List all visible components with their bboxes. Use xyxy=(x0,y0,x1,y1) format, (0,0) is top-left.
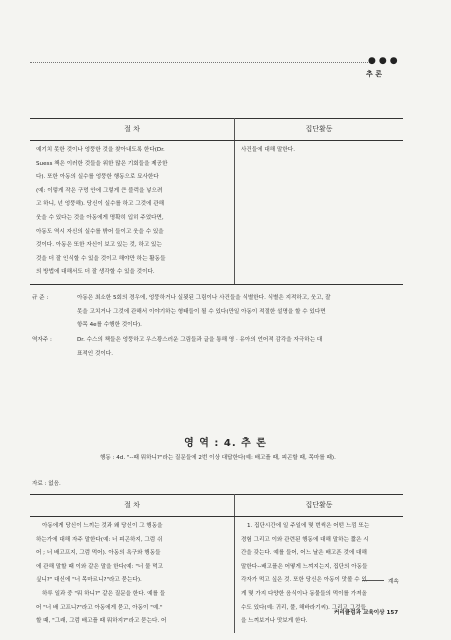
column-header-group-activity: 집단활동 xyxy=(235,495,404,517)
translator-note xyxy=(32,334,432,362)
text-line: 아동에게 당신이 느끼는 것과 왜 당신이 그 행동을 xyxy=(42,523,163,529)
text-line: 어 ; 너 배고프지, 그럼 먹어). 아동의 욕구와 행동들 xyxy=(36,550,161,557)
text-line: 에 관해 말할 때 이와 같은 말을 한다(예: "너 물 먹고 xyxy=(36,563,164,570)
text-line: (예: 이렇게 작은 구멍 안에 그렇게 큰 블럭을 넣으려 xyxy=(36,187,163,194)
column-header-procedure: 절 차 xyxy=(30,119,235,141)
text-line: 하는가에 대해 자주 말한다(예: 너 피곤하지, 그럼 쉬 xyxy=(36,536,163,543)
text-line: 사건들에 대해 말한다. xyxy=(241,147,295,153)
text-line: 아동도 역시 자신의 실수를 밖어 들이고 웃을 수 있을 xyxy=(36,228,164,235)
column-header-group-activity: 집단활동 xyxy=(235,119,404,141)
activity-table-1 xyxy=(30,118,403,285)
text-line: 웃을 수 있다는 것을 아동에게 명확히 입히 주었다면, xyxy=(36,214,164,221)
page-footer: 커리큘럼과 교육이상 157 xyxy=(334,610,399,616)
text-line: 예기치 못한 것이나 엉뚱한 것을 찾아내도록 한다(Dr. xyxy=(36,147,165,153)
text-line: 간을 갖는다. 예를 들어, 어느 날은 배고픈 것에 대해 xyxy=(241,550,367,557)
column-header-procedure: 절 차 xyxy=(30,495,235,517)
text-line: 다). 또한 아동의 실수를 엉뚱한 행동으로 묘사한다 xyxy=(36,174,159,181)
text-line: 어 "너 배 고프니?"라고 아동에게 묻고, 아동이 "예." xyxy=(36,604,163,611)
translator-note-text xyxy=(77,334,432,361)
criteria-label: 규 준 : xyxy=(32,295,49,301)
criteria-text xyxy=(77,292,432,333)
section-label: 추 론 xyxy=(366,70,382,78)
text-line: 1. 집단시간에 일 주일에 몇 번씩은 어떤 느낌 또는 xyxy=(247,523,370,529)
header-rule xyxy=(30,62,370,63)
text-line: 것을 더 잘 인식할 수 있을 것이고 해야만 하는 활동들 xyxy=(36,255,166,262)
translator-note-label: 역자주 : xyxy=(32,337,52,343)
text-line: 경험 그리고 이와 관련된 행동에 대해 말하는 짧은 시 xyxy=(241,536,369,543)
text-line: 아동은 최소한 5회의 경우에, 엉뚱하거나 실묏된 그림이나 사건들을 식별한다. 식별은 지적하고, 웃고, 잘 xyxy=(77,295,331,301)
group-activity-cell xyxy=(235,141,404,285)
text-line: 의 방법에 대해서도 더 잘 생각할 수 있을 것이다. xyxy=(36,269,155,276)
text-line: 고 하니, 넌 엉뚱해). 당신이 실수를 하고 그것에 관해 xyxy=(36,201,165,208)
domain-heading: 영 역 : 4. 추 론 xyxy=(184,438,267,449)
text-line: 표적인 것이다. xyxy=(77,350,113,357)
text-line: 수도 있다(예: 귀리, 풀, 해바라기씨). 그리고 그것들 xyxy=(241,604,366,611)
text-line: Suess 책은 이러한 것들을 위한 많은 기회들을 제공한 xyxy=(36,160,168,167)
behavior-objective: 행동 : 4d. "--때 뭐하니?"라는 질문들에 2번 이상 대답한다(예: 배고플 때, 피곤할 때, 목마를 때). xyxy=(100,455,336,461)
procedure-cell xyxy=(30,141,235,285)
text-line: 말한다--배고플은 어떻게 느껴지는지, 집단의 아동들 xyxy=(241,563,368,570)
text-line: 것이다. 아동은 또한 자신이 보고 있는 것, 하고 있는 xyxy=(36,242,162,249)
procedure-cell xyxy=(30,517,235,633)
criteria-note xyxy=(32,292,432,334)
text-line: 못을 고치거나 그것에 관해서 이야기하는 형태들이 될 수 있다(만일 아동이 적절한 설명을 할 수 있다면 xyxy=(77,308,326,315)
text-line: 싶니?" 대신에 "너 목마르니?"라고 묻는다). xyxy=(36,577,142,584)
text-line: 할 때, "그래, 그럼 배고플 때 뭐하지?"라고 묻는다. 어 xyxy=(36,618,167,625)
header-dots: ●●● xyxy=(368,56,401,66)
text-line: 항목 4e를 수행한 것이다). xyxy=(77,322,142,329)
text-line: 게 몇 가지 다양한 음식이나 동물들의 먹이를 가져올 xyxy=(241,590,367,597)
text-line: 하루 일과 중 "뭐 하니?" 같은 질문을 한다. 예를 들 xyxy=(42,590,166,597)
text-line: 을 느껴보거나 맛보게 한다. xyxy=(241,618,308,625)
text-line: 각자가 먹고 싶은 것. 또한 당신은 아동이 맛볼 수 있 xyxy=(241,577,367,584)
continued-rule xyxy=(362,580,384,581)
materials-line: 자료 : 없음. xyxy=(32,481,61,487)
text-line: Dr. 수스의 책들은 엉뚱하고 우스꽝스러운 그림들과 글을 통해 영 · 유아의 언어적 감각을 자극하는 대 xyxy=(77,337,323,343)
continued-marker: 계속 xyxy=(388,579,399,585)
